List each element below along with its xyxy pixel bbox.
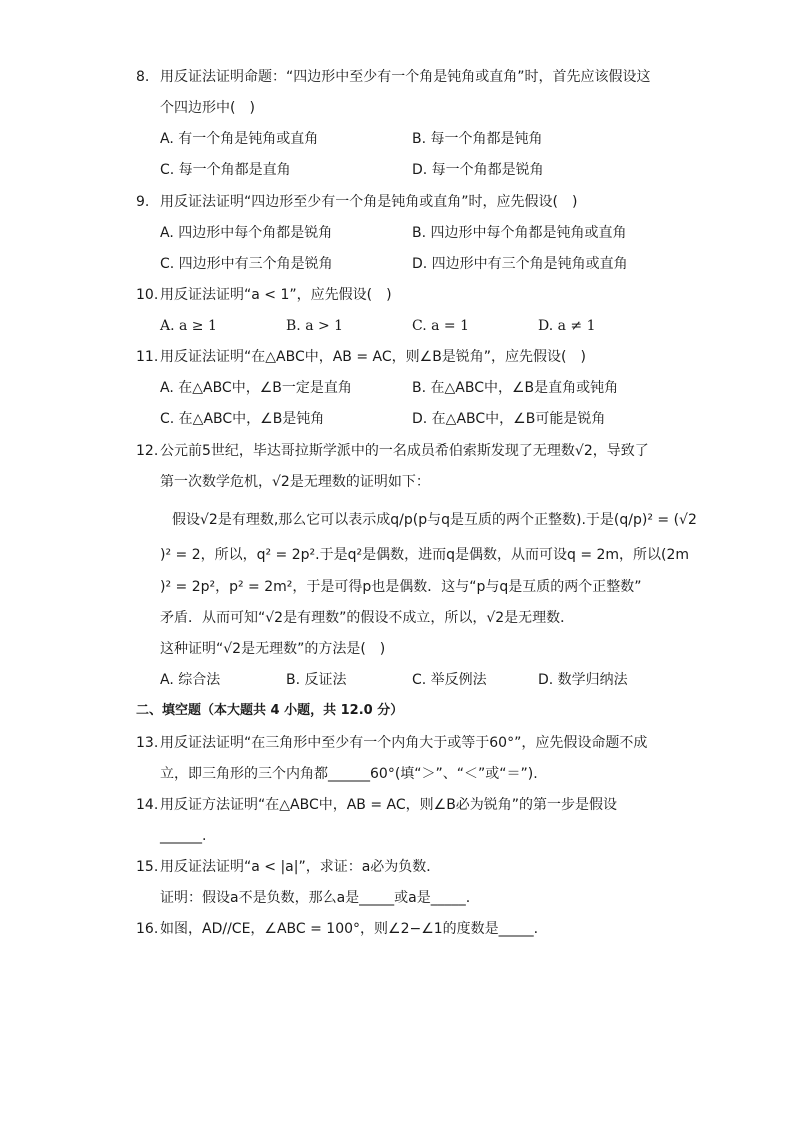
question-11-option-d: D. 在△ABC中，∠B可能是锐角 (412, 411, 606, 427)
question-12-option-b: B. 反证法 (286, 672, 347, 688)
question-15-line1: 用反证法证明“a < |a|”，求证：a必为负数． (160, 859, 441, 875)
question-9-number: 9. (136, 194, 150, 210)
question-8-number: 8. (136, 69, 150, 85)
question-11-option-b: B. 在△ABC中，∠B是直角或钝角 (412, 380, 619, 396)
question-9-option-a: A. 四边形中每个角都是锐角 (160, 225, 333, 241)
question-10-number: 10. (136, 287, 159, 303)
question-12-option-c: C. 举反例法 (412, 672, 487, 688)
question-12-stem-line2: 第一次数学危机，√2是无理数的证明如下： (160, 474, 430, 490)
question-11-option-a: A. 在△ABC中，∠B一定是直角 (160, 380, 352, 396)
question-8-option-d: D. 每一个角都是锐角 (412, 162, 544, 178)
question-9-stem: 用反证法证明“四边形至少有一个角是钝角或直角”时，应先假设( ) (160, 194, 578, 210)
question-11-stem: 用反证法证明“在△ABC中，AB = AC，则∠B是锐角”，应先假设( ) (160, 349, 586, 365)
question-10-option-a: A. a ≥ 1 (160, 318, 217, 334)
question-14-number: 14. (136, 797, 159, 813)
question-12-stem-line1: 公元前5世纪，毕达哥拉斯学派中的一名成员希伯索斯发现了无理数√2，导致了 (160, 443, 649, 459)
question-9-option-b: B. 四边形中每个角都是钝角或直角 (412, 225, 627, 241)
question-12-proof-line3: )² = 2p²，p² = 2m²，于是可得p也是偶数．这与“p与q是互质的两个正整数” (160, 579, 642, 595)
question-16-number: 16. (136, 921, 159, 937)
question-9-option-d: D. 四边形中有三个角是钝角或直角 (412, 256, 628, 272)
question-16-line1: 如图，AD//CE，∠ABC = 100°，则∠2−∠1的度数是_____. (160, 921, 539, 937)
question-8-stem-line2: 个四边形中( ) (160, 100, 255, 116)
question-15-line2: 证明：假设a不是负数，那么a是_____或a是_____. (160, 890, 471, 906)
question-8-option-c: C. 每一个角都是直角 (160, 162, 291, 178)
question-11-number: 11. (136, 349, 159, 365)
question-12-number: 12. (136, 443, 159, 459)
question-12-option-a: A. 综合法 (160, 672, 221, 688)
question-12-proof-line5: 这种证明“√2是无理数”的方法是( ) (160, 641, 386, 657)
question-10-option-b: B. a > 1 (286, 318, 344, 334)
question-12-proof-line4: 矛盾．从而可知“√2是有理数”的假设不成立，所以，√2是无理数． (160, 610, 575, 626)
question-8-option-a: A. 有一个角是钝角或直角 (160, 131, 319, 147)
question-11-option-c: C. 在△ABC中，∠B是钝角 (160, 411, 325, 427)
question-13-line1: 用反证法证明“在三角形中至少有一个内角大于或等于60°”，应先假设命题不成 (160, 735, 648, 751)
section-2-heading: 二、填空题（本大题共 4 小题，共 12.0 分） (136, 703, 404, 718)
question-10-stem: 用反证法证明“a < 1”，应先假设( ) (160, 287, 392, 303)
question-12-proof-line1: 假设√2是有理数,那么它可以表示成q/p(p与q是互质的两个正整数).于是(q/p)² = (√2 (172, 512, 697, 528)
question-9-option-c: C. 四边形中有三个角是锐角 (160, 256, 333, 272)
question-8-option-b: B. 每一个角都是钝角 (412, 131, 543, 147)
question-15-number: 15. (136, 859, 159, 875)
question-14-line2: ______. (160, 828, 207, 844)
question-10-option-c: C. a = 1 (412, 318, 469, 334)
question-12-proof-line2: )² = 2，所以，q² = 2p².于是q²是偶数，进而q是偶数，从而可设q = 2m，所以(2m (160, 547, 690, 563)
question-13-line2: 立，即三角形的三个内角都______60°(填“＞”、“＜”或“＝”). (160, 766, 538, 782)
question-14-line1: 用反证方法证明“在△ABC中，AB = AC，则∠B必为锐角”的第一步是假设 (160, 797, 618, 813)
question-8-stem-line1: 用反证法证明命题：“四边形中至少有一个角是钝角或直角”时，首先应该假设这 (160, 69, 651, 85)
question-10-option-d: D. a ≠ 1 (538, 318, 596, 334)
question-13-number: 13. (136, 735, 159, 751)
question-12-option-d: D. 数学归纳法 (538, 672, 628, 688)
